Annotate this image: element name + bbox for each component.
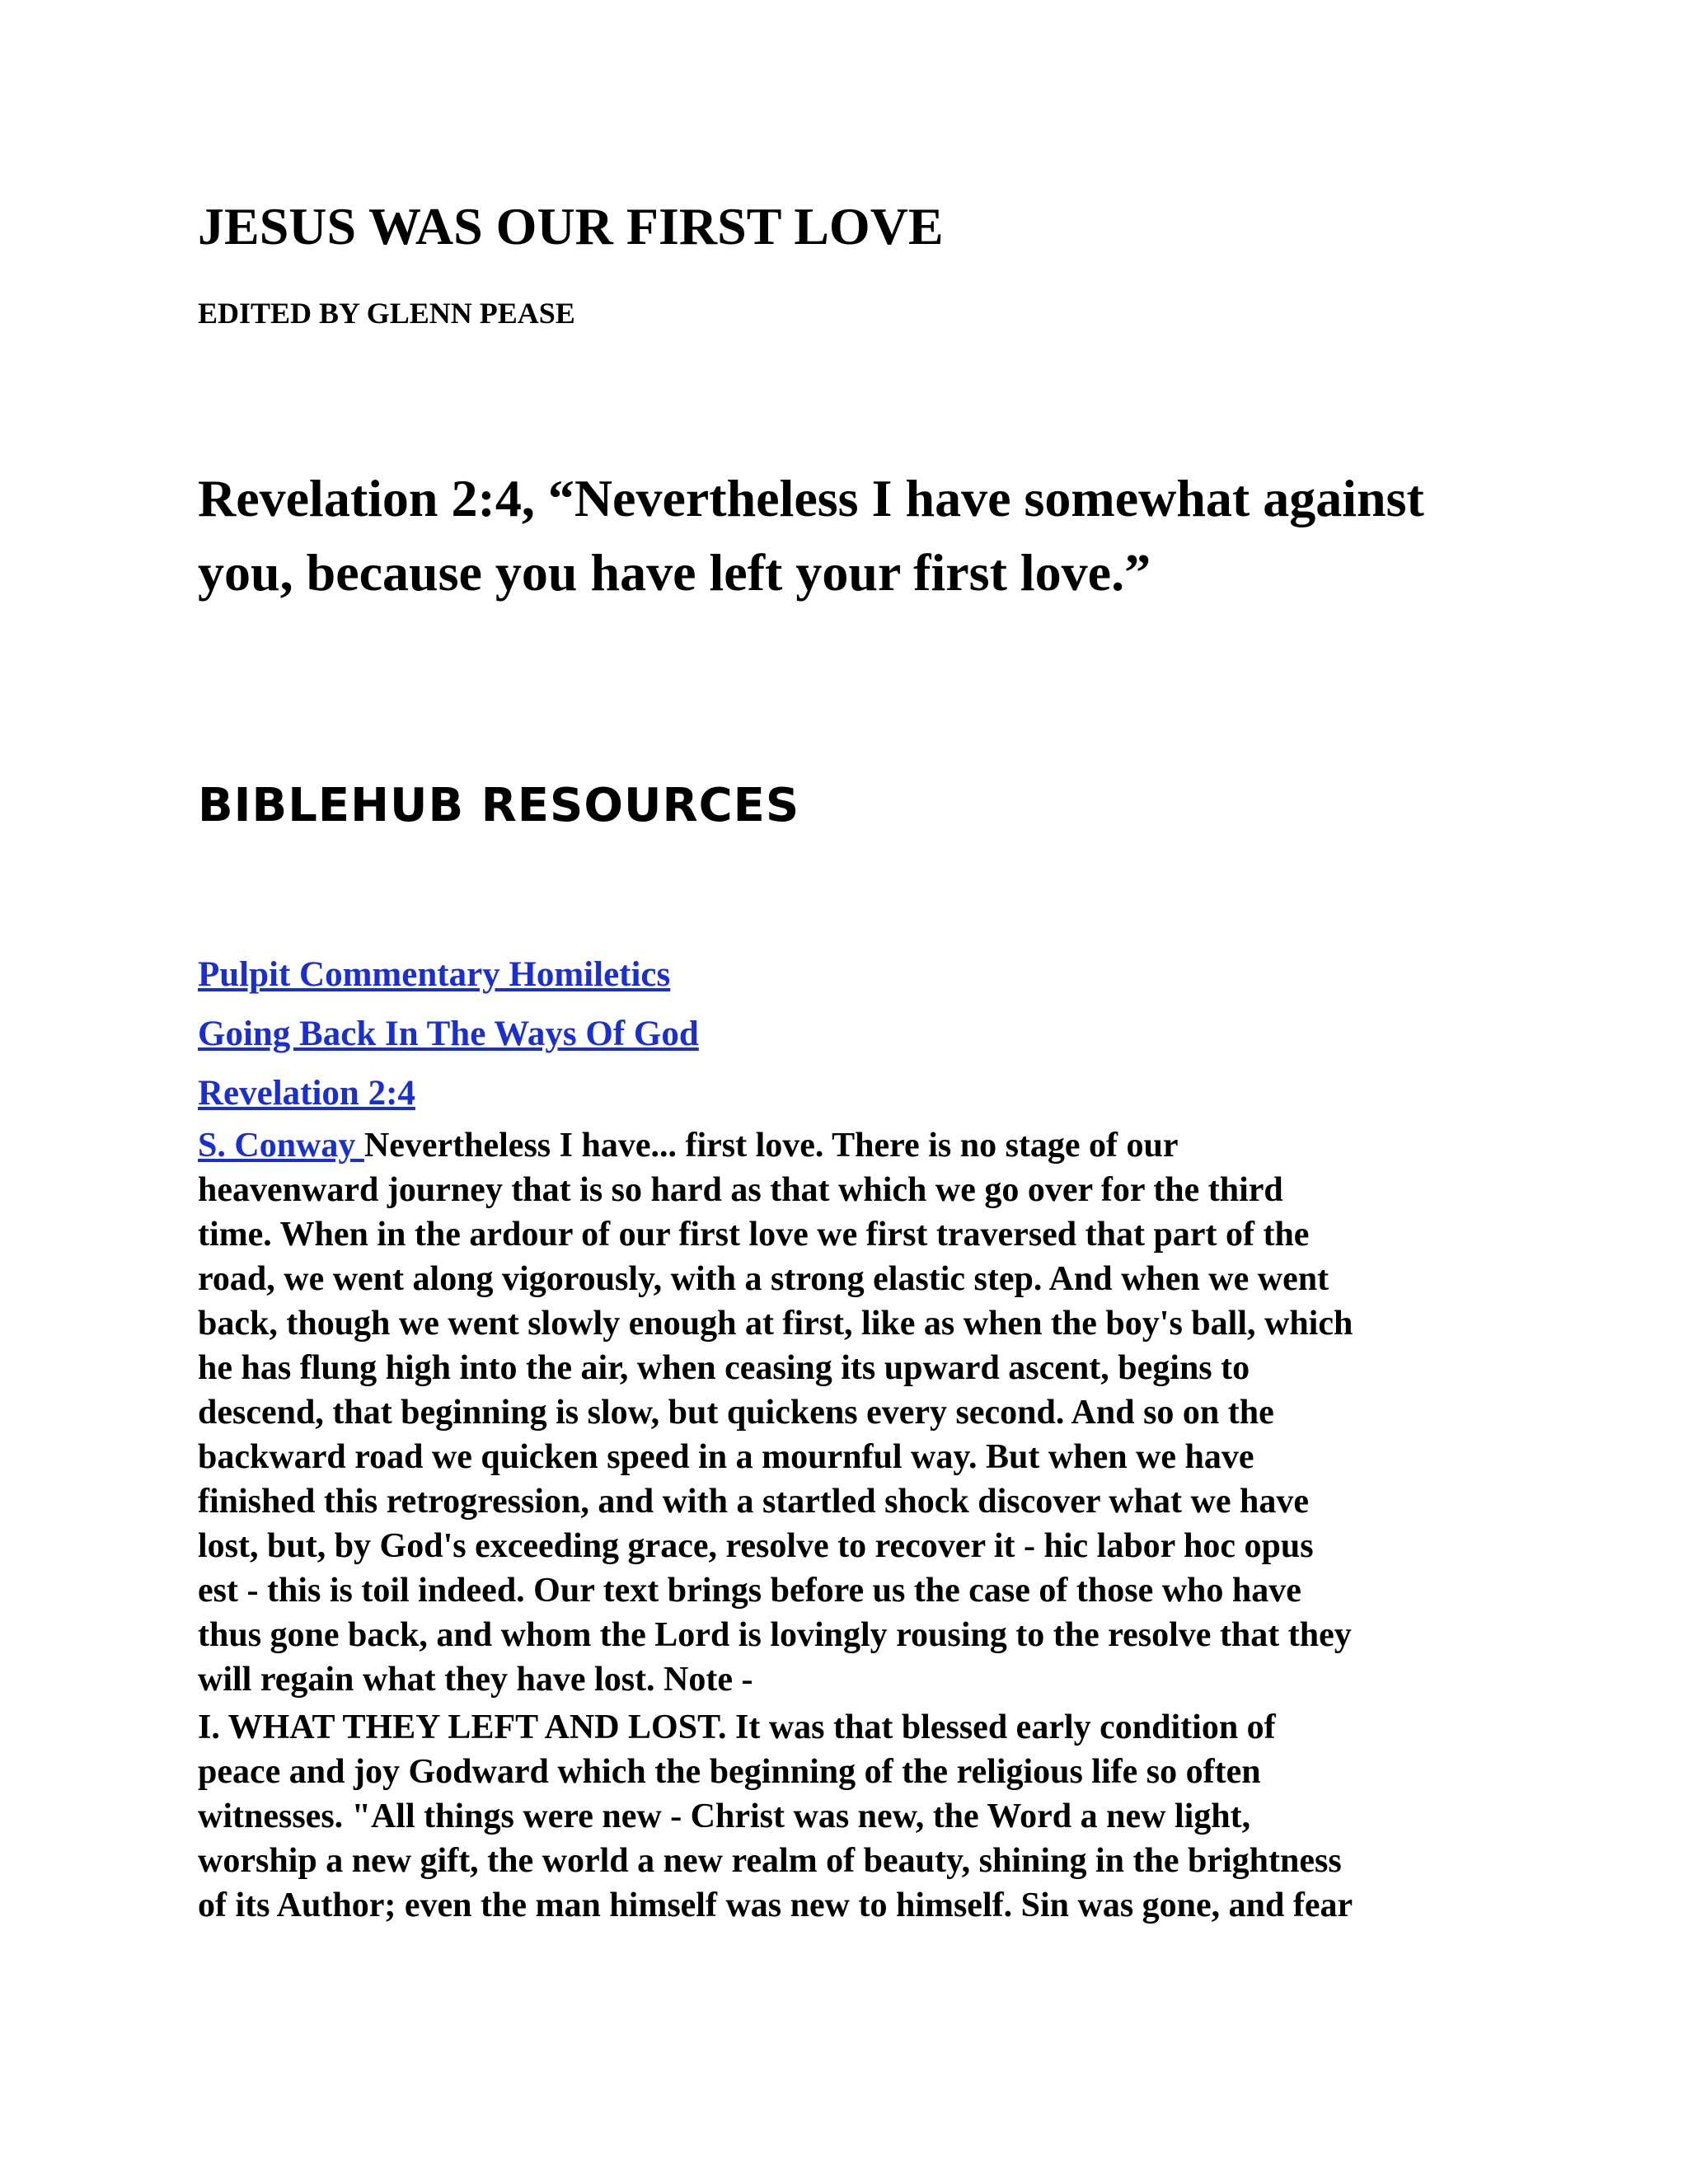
- paragraph-first-line: [198, 1123, 1517, 1168]
- paragraph-line: est - this is toil indeed. Our text brings before us the case of those who have: [198, 1572, 1301, 1610]
- paragraph-line: road, we went along vigorously, with a strong elastic step. And when we went: [198, 1260, 1329, 1298]
- paragraph-line: of its Author; even the man himself was new to himself. Sin was gone, and fear: [198, 1886, 1353, 1924]
- paragraph-line: thus gone back, and whom the Lord is lovingly rousing to the resolve that they: [198, 1616, 1352, 1654]
- paragraph-line: back, though we went slowly enough at first, like as when the boy's ball, which: [198, 1305, 1353, 1343]
- verse-line: Revelation 2:4, “Nevertheless I have somewhat against: [198, 469, 1424, 527]
- paragraph-line: I. WHAT THEY LEFT AND LOST. It was that blessed early condition of: [198, 1708, 1276, 1746]
- paragraph-line: time. When in the ardour of our first love we first traversed that part of the: [198, 1216, 1310, 1254]
- document-title: JESUS WAS OUR FIRST LOVE: [198, 197, 944, 255]
- paragraph-text: Nevertheless I have... first love. There is no stage of our: [363, 1127, 1179, 1165]
- scripture-reference-link[interactable]: Revelation 2:4: [198, 1074, 415, 1113]
- paragraph-line: peace and joy Godward which the beginning of the religious life so often: [198, 1753, 1261, 1791]
- paragraph-line: will regain what they have lost. Note -: [198, 1661, 753, 1699]
- editor-byline: EDITED BY GLENN PEASE: [198, 297, 575, 330]
- section-heading: BIBLEHUB RESOURCES: [198, 779, 800, 832]
- paragraph-line: finished this retrogression, and with a startled shock discover what we have: [198, 1483, 1309, 1521]
- paragraph: [198, 1705, 1517, 1928]
- author-link[interactable]: S. Conway: [198, 1127, 364, 1165]
- paragraph-line: lost, but, by God's exceeding grace, resolve to recover it - hic labor hoc opus: [198, 1527, 1314, 1565]
- commentary-body: [198, 1123, 1517, 1931]
- paragraph-line: he has flung high into the air, when ceasing its upward ascent, begins to: [198, 1349, 1250, 1387]
- resource-links: [198, 945, 1517, 1123]
- paragraph: [198, 1123, 1517, 1702]
- paragraph-line: heavenward journey that is so hard as that which we go over for the third: [198, 1171, 1283, 1209]
- commentary-link[interactable]: Pulpit Commentary Homiletics: [198, 955, 671, 994]
- paragraph-line: backward road we quicken speed in a mournful way. But when we have: [198, 1438, 1254, 1476]
- verse-line: you, because you have left your first love.”: [198, 543, 1151, 602]
- paragraph-line: worship a new gift, the world a new realm of beauty, shining in the brightness: [198, 1842, 1342, 1880]
- paragraph-line: witnesses. "All things were new - Christ was new, the Word a new light,: [198, 1797, 1251, 1835]
- scripture-verse: [198, 462, 1517, 610]
- sermon-title-link[interactable]: Going Back In The Ways Of God: [198, 1015, 699, 1053]
- paragraph-line: descend, that beginning is slow, but quickens every second. And so on the: [198, 1394, 1274, 1432]
